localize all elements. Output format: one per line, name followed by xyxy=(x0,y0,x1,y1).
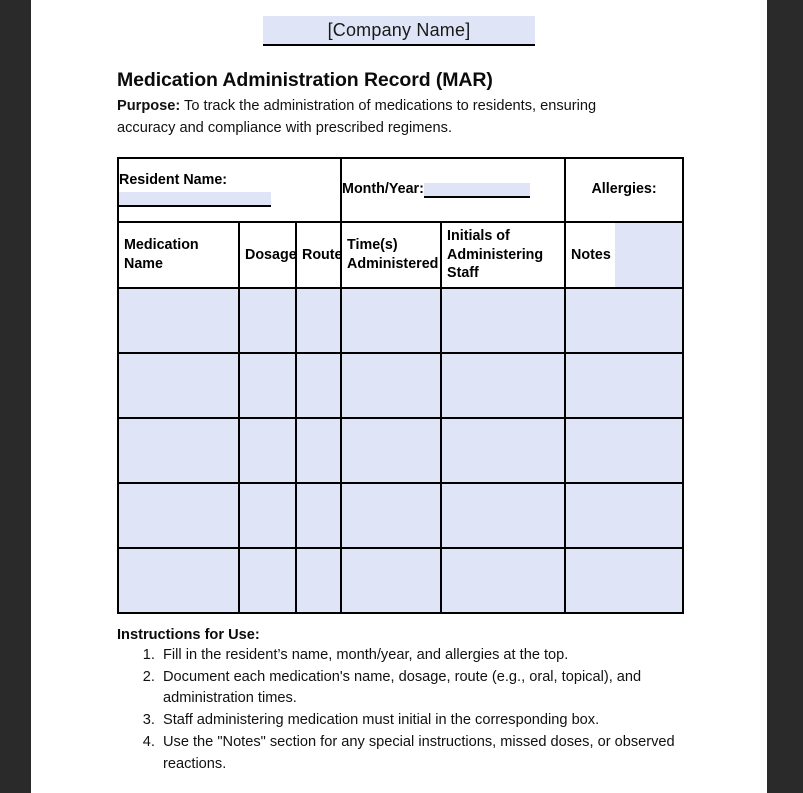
column-header-label: Notes xyxy=(571,246,611,263)
table-row xyxy=(118,288,683,353)
cell-notes[interactable] xyxy=(565,288,683,353)
table-row xyxy=(118,483,683,548)
column-header-notes xyxy=(565,222,683,288)
cell-times[interactable] xyxy=(341,548,441,613)
cell-notes[interactable] xyxy=(565,353,683,418)
column-header-label: Medication Name xyxy=(124,237,199,272)
cell-notes[interactable] xyxy=(565,418,683,483)
month-year-cell[interactable] xyxy=(341,158,565,222)
cell-medication-name[interactable] xyxy=(118,353,239,418)
cell-notes[interactable] xyxy=(565,548,683,613)
notes-header-fill[interactable] xyxy=(615,223,682,287)
cell-initials[interactable] xyxy=(441,483,565,548)
table-row xyxy=(118,418,683,483)
page-title: Medication Administration Record (MAR) xyxy=(117,69,493,91)
table-row xyxy=(118,353,683,418)
document-page xyxy=(31,0,767,793)
cell-times[interactable] xyxy=(341,418,441,483)
resident-name-label: Resident Name: xyxy=(119,172,228,189)
cell-route[interactable] xyxy=(296,353,341,418)
cell-medication-name[interactable] xyxy=(118,548,239,613)
cell-initials[interactable] xyxy=(441,418,565,483)
cell-notes[interactable] xyxy=(565,483,683,548)
column-header-label: Initials of Administering Staff xyxy=(447,228,544,281)
instructions-heading: Instructions for Use: xyxy=(117,626,260,643)
cell-times[interactable] xyxy=(341,288,441,353)
instructions-list xyxy=(117,645,767,776)
cell-dosage[interactable] xyxy=(239,418,296,483)
document-header xyxy=(31,68,767,139)
cell-initials[interactable] xyxy=(441,353,565,418)
cell-dosage[interactable] xyxy=(239,288,296,353)
cell-initials[interactable] xyxy=(441,288,565,353)
column-header-label: Dosage xyxy=(245,246,297,263)
table-row xyxy=(118,548,683,613)
cell-medication-name[interactable] xyxy=(118,483,239,548)
instruction-item: 3. Staff administering medication must initial in the corresponding box. xyxy=(159,710,679,732)
purpose-line xyxy=(117,96,647,138)
purpose-text: To track the administration of medications to residents, ensuring accuracy and compliance with prescribed regimens. xyxy=(117,98,597,136)
column-header-medication-name xyxy=(118,222,239,288)
cell-dosage[interactable] xyxy=(239,483,296,548)
cell-route[interactable] xyxy=(296,288,341,353)
cell-route[interactable] xyxy=(296,548,341,613)
column-header-dosage xyxy=(239,222,296,288)
company-name-header xyxy=(31,16,767,46)
mar-table xyxy=(117,157,684,614)
column-header-label: Route xyxy=(302,246,343,263)
cell-initials[interactable] xyxy=(441,548,565,613)
cell-times[interactable] xyxy=(341,353,441,418)
column-header-label: Time(s) Administered xyxy=(347,237,439,272)
cell-route[interactable] xyxy=(296,483,341,548)
instruction-item: 4. Use the "Notes" section for any special instructions, missed doses, or observed reactions. xyxy=(159,732,679,776)
cell-dosage[interactable] xyxy=(239,548,296,613)
purpose-label: Purpose: xyxy=(117,98,181,115)
allergies-cell[interactable] xyxy=(565,158,683,222)
table-header-row xyxy=(118,222,683,288)
resident-name-input[interactable] xyxy=(119,192,271,207)
instructions-section xyxy=(31,627,767,776)
resident-name-cell[interactable] xyxy=(118,158,341,222)
allergies-label: Allergies: xyxy=(591,181,657,198)
company-name-field[interactable]: [Company Name] xyxy=(263,16,535,46)
instruction-item: 1. Fill in the resident’s name, month/year, and allergies at the top. xyxy=(159,645,679,667)
cell-dosage[interactable] xyxy=(239,353,296,418)
table-info-row xyxy=(118,158,683,222)
month-year-input[interactable] xyxy=(424,183,530,198)
cell-medication-name[interactable] xyxy=(118,418,239,483)
cell-route[interactable] xyxy=(296,418,341,483)
mar-table-container xyxy=(31,157,767,614)
column-header-route xyxy=(296,222,341,288)
window-gutter-left xyxy=(0,0,31,793)
month-year-label: Month/Year: xyxy=(342,181,424,198)
window-gutter-right xyxy=(767,0,803,793)
column-header-initials-of-administering-staff xyxy=(441,222,565,288)
column-header-times-administered xyxy=(341,222,441,288)
instruction-item: 2. Document each medication's name, dosage, route (e.g., oral, topical), and administration times. xyxy=(159,667,679,711)
cell-medication-name[interactable] xyxy=(118,288,239,353)
cell-times[interactable] xyxy=(341,483,441,548)
